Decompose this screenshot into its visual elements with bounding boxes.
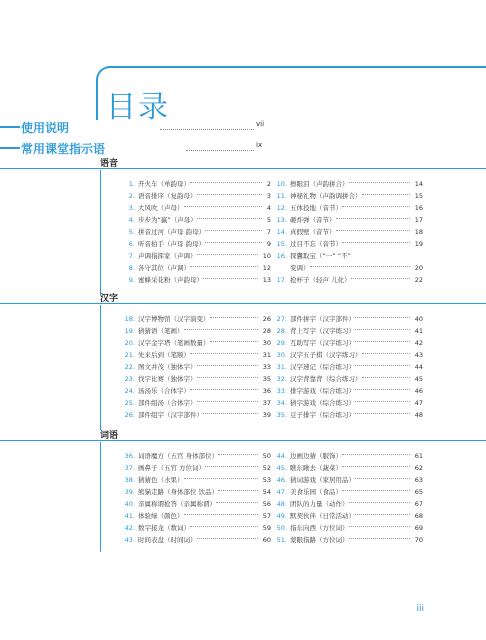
- dot-leader: [197, 194, 262, 195]
- entry-page: 43: [414, 351, 423, 359]
- dot-leader: [160, 129, 254, 130]
- toc-entry[interactable]: [121, 397, 271, 409]
- section-classroom-instructions[interactable]: [0, 140, 486, 156]
- topic-label: 语音: [100, 159, 119, 169]
- entry-title: 猜猜色（水果）: [138, 476, 184, 484]
- toc-column-right: [273, 313, 423, 421]
- toc-entry[interactable]: [273, 522, 423, 534]
- entry-number: 26.: [124, 411, 135, 419]
- toc-entry[interactable]: [273, 313, 423, 325]
- dot-leader: [203, 278, 258, 279]
- entry-title: 默契伙伴（日常活动）: [290, 512, 355, 520]
- entry-title: 擦眼泪（声韵拼合）: [290, 180, 349, 188]
- entry-title: 互助写字（汉字练习）: [290, 339, 355, 347]
- toc-entry[interactable]: [121, 534, 271, 546]
- entry-page: 22: [414, 276, 423, 284]
- entry-page: 39: [262, 411, 271, 419]
- toc-entry[interactable]: [273, 385, 423, 397]
- entry-title: 数字接龙（数词）: [138, 524, 190, 532]
- entry-number: 45.: [276, 464, 287, 472]
- entry-page: 59: [262, 524, 271, 532]
- entry-number: 20.: [124, 339, 135, 347]
- entry-number: 36.: [124, 452, 135, 460]
- entry-title: 汉字博物馆（汉字演变）: [138, 315, 210, 323]
- dot-leader: [355, 478, 410, 479]
- dot-leader: [186, 150, 254, 151]
- dot-leader: [184, 478, 258, 479]
- entry-number: 35.: [276, 411, 287, 419]
- toc-entry[interactable]: [273, 397, 423, 409]
- dot-leader: [203, 413, 258, 414]
- entry-page: 70: [414, 536, 423, 544]
- dot-leader: [184, 329, 258, 330]
- entry-title: 砸炸弹（音节）: [290, 216, 336, 224]
- entry-title: 先来后到（笔顺）: [138, 351, 190, 359]
- entry-number: 24.: [124, 387, 135, 395]
- entry-title: 大风吹（声母）: [138, 204, 184, 212]
- toc-column-left: [121, 450, 271, 546]
- dot-leader: [184, 514, 258, 515]
- toc-entry[interactable]: [121, 522, 271, 534]
- entry-page: 35: [262, 375, 271, 383]
- entry-title: 猜字游戏（综合练习）: [290, 399, 355, 407]
- entry-page: 46: [414, 387, 423, 395]
- toc-entry[interactable]: [121, 510, 271, 522]
- toc-entry[interactable]: [121, 349, 271, 361]
- entry-page: 16: [414, 204, 423, 212]
- toc-entry[interactable]: [273, 510, 423, 522]
- entry-title: 体验绿（颜色）: [138, 512, 184, 520]
- section-title: 使用说明: [21, 121, 70, 135]
- entry-number: 46.: [276, 476, 287, 484]
- entry-page: 53: [262, 476, 271, 484]
- entry-title: 图文并茂（独体字）: [138, 363, 197, 371]
- entry-number: 38.: [124, 476, 135, 484]
- entry-title: 探囊取宝（“一” “不”: [290, 252, 352, 260]
- dot-leader: [336, 218, 410, 219]
- section-bar: [0, 147, 20, 149]
- toc-entry[interactable]: [121, 450, 271, 462]
- dot-leader: [342, 490, 410, 491]
- entry-page: 62: [414, 464, 423, 472]
- entry-title: 五体投地（音节）: [290, 204, 342, 212]
- entry-number: 12.: [276, 204, 287, 212]
- entry-title: 指东向西（方位词）: [290, 524, 349, 532]
- toc-entry[interactable]: [121, 474, 271, 486]
- entry-page: 3: [266, 192, 271, 200]
- dot-leader: [342, 466, 410, 467]
- dot-leader: [342, 206, 410, 207]
- toc-entry[interactable]: [273, 409, 423, 421]
- entry-page: 2: [266, 180, 271, 188]
- entry-page: 40: [414, 315, 423, 323]
- entry-number: 4.: [128, 216, 135, 224]
- entry-title: 亲属称谓抢答（亲属称谓）: [138, 500, 216, 508]
- entry-title: 排字游戏（综合练习）: [290, 387, 355, 395]
- entry-title: 豆子排字（综合练习）: [290, 411, 355, 419]
- dot-leader: [190, 389, 258, 390]
- entry-title: 各守其位（声调）: [138, 264, 190, 272]
- entry-number: 33.: [276, 387, 287, 395]
- entry-page: 63: [414, 476, 423, 484]
- entry-number: 5.: [128, 228, 135, 236]
- entry-title: 语音排序（复韵母）: [138, 192, 197, 200]
- entry-number: 29.: [276, 339, 287, 347]
- entry-title: 词语魔方（五官 身体部位）: [138, 452, 219, 460]
- toc-entry[interactable]: [121, 202, 271, 214]
- entry-number: 1.: [128, 180, 135, 188]
- topic-rule: [0, 440, 486, 441]
- entry-title: 部件组汤（合体字）: [138, 399, 197, 407]
- toc-entry[interactable]: [121, 313, 271, 325]
- toc-entry[interactable]: [121, 226, 271, 238]
- topic-panel: [100, 170, 427, 295]
- dot-leader: [342, 454, 410, 455]
- toc-entry[interactable]: [121, 486, 271, 498]
- entry-page: 61: [414, 452, 423, 460]
- toc-entry[interactable]: [121, 373, 271, 385]
- entry-title: 猜猜语（笔画）: [138, 327, 184, 335]
- toc-entry[interactable]: [121, 462, 271, 474]
- toc-entry[interactable]: [121, 337, 271, 349]
- toc-entry[interactable]: [273, 202, 423, 214]
- toc-entry[interactable]: [273, 238, 423, 250]
- entry-number: 17.: [276, 276, 287, 284]
- entry-title: 汉字金字塔（笔画数量）: [138, 339, 210, 347]
- section-page: vii: [256, 120, 265, 128]
- entry-title: 背上写字（汉字练习）: [290, 327, 355, 335]
- toc-entry[interactable]: [273, 474, 423, 486]
- dot-leader: [310, 266, 410, 267]
- dot-leader: [351, 278, 410, 279]
- dot-leader: [218, 490, 258, 491]
- dot-leader: [205, 230, 262, 231]
- entry-title: 拼音过河（声母 韵母）: [138, 228, 206, 236]
- entry-title: 瞧东瞅去（蔬菜）: [290, 464, 342, 472]
- entry-title: 抢杯子（轻声 儿化）: [290, 276, 351, 284]
- entry-title: 汉字五子棋（汉字练习）: [290, 351, 362, 359]
- dot-leader: [197, 218, 262, 219]
- entry-number: 16.: [276, 252, 287, 260]
- entry-page: 56: [262, 500, 271, 508]
- entry-title: 时间表盘（时间词）: [138, 536, 197, 544]
- entry-number: 31.: [276, 363, 287, 371]
- entry-number: 3.: [128, 204, 135, 212]
- entry-title: 声调指挥家（声调）: [138, 252, 197, 260]
- toc-entry[interactable]: [121, 214, 271, 226]
- entry-page: 9: [266, 240, 271, 248]
- dot-leader: [355, 413, 410, 414]
- entry-page: 41: [414, 327, 423, 335]
- entry-number: 14.: [276, 228, 287, 236]
- section-page: ix: [256, 141, 263, 149]
- toc-column-left: [121, 178, 271, 286]
- toc-entry[interactable]: [273, 349, 423, 361]
- entry-page: 68: [414, 512, 423, 520]
- entry-page: 17: [414, 216, 423, 224]
- entry-number: 30.: [276, 351, 287, 359]
- entry-number: 25.: [124, 399, 135, 407]
- toc-entry[interactable]: [273, 178, 423, 190]
- dot-leader: [355, 341, 410, 342]
- entry-title: 画鼻子（五官 方位词）: [138, 464, 206, 472]
- topic-rule: [0, 168, 486, 169]
- dot-leader: [197, 365, 258, 366]
- entry-number: 41.: [124, 512, 135, 520]
- toc-column-right: [273, 178, 423, 286]
- entry-page: 19: [414, 240, 423, 248]
- entry-page: 47: [414, 399, 423, 407]
- entry-number: 8.: [128, 264, 135, 272]
- dot-leader: [216, 502, 258, 503]
- entry-page: 65: [414, 488, 423, 496]
- entry-number: 32.: [276, 375, 287, 383]
- entry-page: 33: [262, 363, 271, 371]
- entry-number: 15.: [276, 240, 287, 248]
- entry-number: 19.: [124, 327, 135, 335]
- entry-number: 28.: [276, 327, 287, 335]
- entry-title: 汉字背靠背（综合练习）: [290, 375, 362, 383]
- entry-title: 汉字速记（综合练习）: [290, 363, 355, 371]
- toc-entry[interactable]: [121, 274, 271, 286]
- entry-number: 39.: [124, 488, 135, 496]
- entry-number: 34.: [276, 399, 287, 407]
- entry-title: 开火车（单韵母）: [138, 180, 190, 188]
- toc-entry[interactable]: [121, 238, 271, 250]
- entry-number: 10.: [276, 180, 287, 188]
- entry-title: 蒙眼指路（方位词）: [290, 536, 349, 544]
- dot-leader: [349, 502, 410, 503]
- dot-leader: [336, 230, 410, 231]
- entry-number: 43.: [124, 536, 135, 544]
- toc-entry[interactable]: [273, 214, 423, 226]
- entry-page: 37: [262, 399, 271, 407]
- dot-leader: [355, 389, 410, 390]
- entry-title: 变调）: [290, 264, 310, 272]
- entry-title: 熊猫走路（身体部位 饮品）: [138, 488, 219, 496]
- entry-page: 18: [414, 228, 423, 236]
- entry-page: 69: [414, 524, 423, 532]
- entry-number: 9.: [128, 276, 135, 284]
- entry-page: 14: [414, 180, 423, 188]
- entry-number: 18.: [124, 315, 135, 323]
- toc-entry[interactable]: [273, 262, 423, 274]
- toc-entry[interactable]: [121, 325, 271, 337]
- entry-number: 50.: [276, 524, 287, 532]
- toc-entry[interactable]: [273, 250, 423, 262]
- entry-page: 45: [414, 375, 423, 383]
- dot-leader: [190, 353, 258, 354]
- toc-entry[interactable]: [121, 409, 271, 421]
- entry-page: 15: [414, 192, 423, 200]
- entry-title: 步步为“赢”（声母）: [138, 216, 197, 224]
- entry-page: 36: [262, 387, 271, 395]
- entry-title: 蜜蜂采花粉（声韵母）: [138, 276, 203, 284]
- dot-leader: [349, 182, 410, 183]
- entry-number: 23.: [124, 375, 135, 383]
- toc-entry[interactable]: [273, 361, 423, 373]
- section-bar: [0, 126, 20, 128]
- toc-heading: 目录: [106, 90, 170, 125]
- dot-leader: [205, 242, 262, 243]
- entry-title: 真假壁（音节）: [290, 228, 336, 236]
- entry-page: 28: [262, 327, 271, 335]
- dot-leader: [355, 401, 410, 402]
- toc-entry[interactable]: [121, 178, 271, 190]
- entry-title: 找字比赛（独体字）: [138, 375, 197, 383]
- entry-number: 40.: [124, 500, 135, 508]
- toc-entry[interactable]: [273, 337, 423, 349]
- entry-page: 4: [266, 204, 271, 212]
- entry-number: 2.: [128, 192, 135, 200]
- entry-page: 31: [262, 351, 271, 359]
- toc-entry[interactable]: [273, 534, 423, 546]
- entry-title: 部件组字（汉字部件）: [138, 411, 203, 419]
- entry-title: 汤汤乐（合体字）: [138, 387, 190, 395]
- dot-leader: [184, 206, 262, 207]
- toc-entry[interactable]: [273, 450, 423, 462]
- toc-column-right: [273, 450, 423, 546]
- entry-page: 48: [414, 411, 423, 419]
- entry-number: 44.: [276, 452, 287, 460]
- entry-page: 13: [262, 276, 271, 284]
- entry-page: 42: [414, 339, 423, 347]
- dot-leader: [218, 454, 258, 455]
- toc-entry[interactable]: [273, 486, 423, 498]
- entry-number: 51.: [276, 536, 287, 544]
- dot-leader: [349, 538, 410, 539]
- entry-page: 67: [414, 500, 423, 508]
- dot-leader: [197, 401, 258, 402]
- entry-page: 30: [262, 339, 271, 347]
- dot-leader: [362, 353, 410, 354]
- entry-page: 57: [262, 512, 271, 520]
- topic-label: 汉字: [100, 294, 119, 304]
- entry-page: 20: [414, 264, 423, 272]
- entry-number: 6.: [128, 240, 135, 248]
- entry-number: 37.: [124, 464, 135, 472]
- entry-number: 27.: [276, 315, 287, 323]
- topic-panel: [100, 305, 427, 430]
- dot-leader: [197, 377, 258, 378]
- dot-leader: [355, 329, 410, 330]
- entry-page: 60: [262, 536, 271, 544]
- entry-page: 10: [262, 252, 271, 260]
- toc-entry[interactable]: [121, 190, 271, 202]
- section-title: 常用课堂指示语: [21, 142, 106, 156]
- entry-page: 26: [262, 315, 271, 323]
- entry-page: 54: [262, 488, 271, 496]
- toc-entry[interactable]: [121, 250, 271, 262]
- entry-title: 听音拍手（声母 韵母）: [138, 240, 206, 248]
- toc-entry[interactable]: [121, 361, 271, 373]
- toc-entry[interactable]: [273, 373, 423, 385]
- dot-leader: [362, 194, 410, 195]
- dot-leader: [205, 466, 258, 467]
- entry-title: 部件拼字（汉字部件）: [290, 315, 355, 323]
- entry-number: 49.: [276, 512, 287, 520]
- dot-leader: [342, 242, 410, 243]
- entry-number: 11.: [276, 192, 287, 200]
- entry-page: 52: [262, 464, 271, 472]
- entry-page: 7: [266, 228, 271, 236]
- dot-leader: [362, 377, 410, 378]
- dot-leader: [355, 514, 410, 515]
- dot-leader: [210, 341, 258, 342]
- entry-page: 44: [414, 363, 423, 371]
- entry-title: 过目不忘（音节）: [290, 240, 342, 248]
- section-usage[interactable]: [0, 119, 486, 135]
- entry-page: 5: [266, 216, 271, 224]
- toc-entry[interactable]: [273, 274, 423, 286]
- toc-entry[interactable]: [121, 385, 271, 397]
- toc-entry[interactable]: [273, 462, 423, 474]
- entry-title: 边画边猜（服饰）: [290, 452, 342, 460]
- dot-leader: [190, 526, 258, 527]
- dot-leader: [197, 254, 258, 255]
- dot-leader: [355, 365, 410, 366]
- toc-entry[interactable]: [121, 262, 271, 274]
- toc-entry[interactable]: [273, 226, 423, 238]
- dot-leader: [190, 266, 258, 267]
- entry-title: 猜词游戏（家居用品）: [290, 476, 355, 484]
- topic-label: 词语: [100, 431, 119, 441]
- dot-leader: [349, 526, 410, 527]
- toc-entry[interactable]: [273, 325, 423, 337]
- entry-number: 47.: [276, 488, 287, 496]
- entry-number: 22.: [124, 363, 135, 371]
- dot-leader: [197, 538, 258, 539]
- entry-number: 13.: [276, 216, 287, 224]
- toc-entry[interactable]: [273, 498, 423, 510]
- entry-title: 美食乐园（食品）: [290, 488, 342, 496]
- page-number: iii: [416, 604, 424, 614]
- entry-number: 7.: [128, 252, 135, 260]
- entry-title: 团队的力量（动作）: [290, 500, 349, 508]
- entry-number: 21.: [124, 351, 135, 359]
- topic-rule: [0, 303, 486, 304]
- entry-page: 50: [262, 452, 271, 460]
- dot-leader: [210, 317, 258, 318]
- dot-leader: [355, 317, 410, 318]
- entry-number: 42.: [124, 524, 135, 532]
- entry-page: 12: [262, 264, 271, 272]
- entry-title: 神秘礼物（声韵调拼合）: [290, 192, 362, 200]
- toc-column-left: [121, 313, 271, 421]
- dot-leader: [190, 182, 262, 183]
- toc-entry[interactable]: [273, 190, 423, 202]
- toc-entry[interactable]: [121, 498, 271, 510]
- topic-panel: [100, 442, 427, 552]
- entry-number: 48.: [276, 500, 287, 508]
